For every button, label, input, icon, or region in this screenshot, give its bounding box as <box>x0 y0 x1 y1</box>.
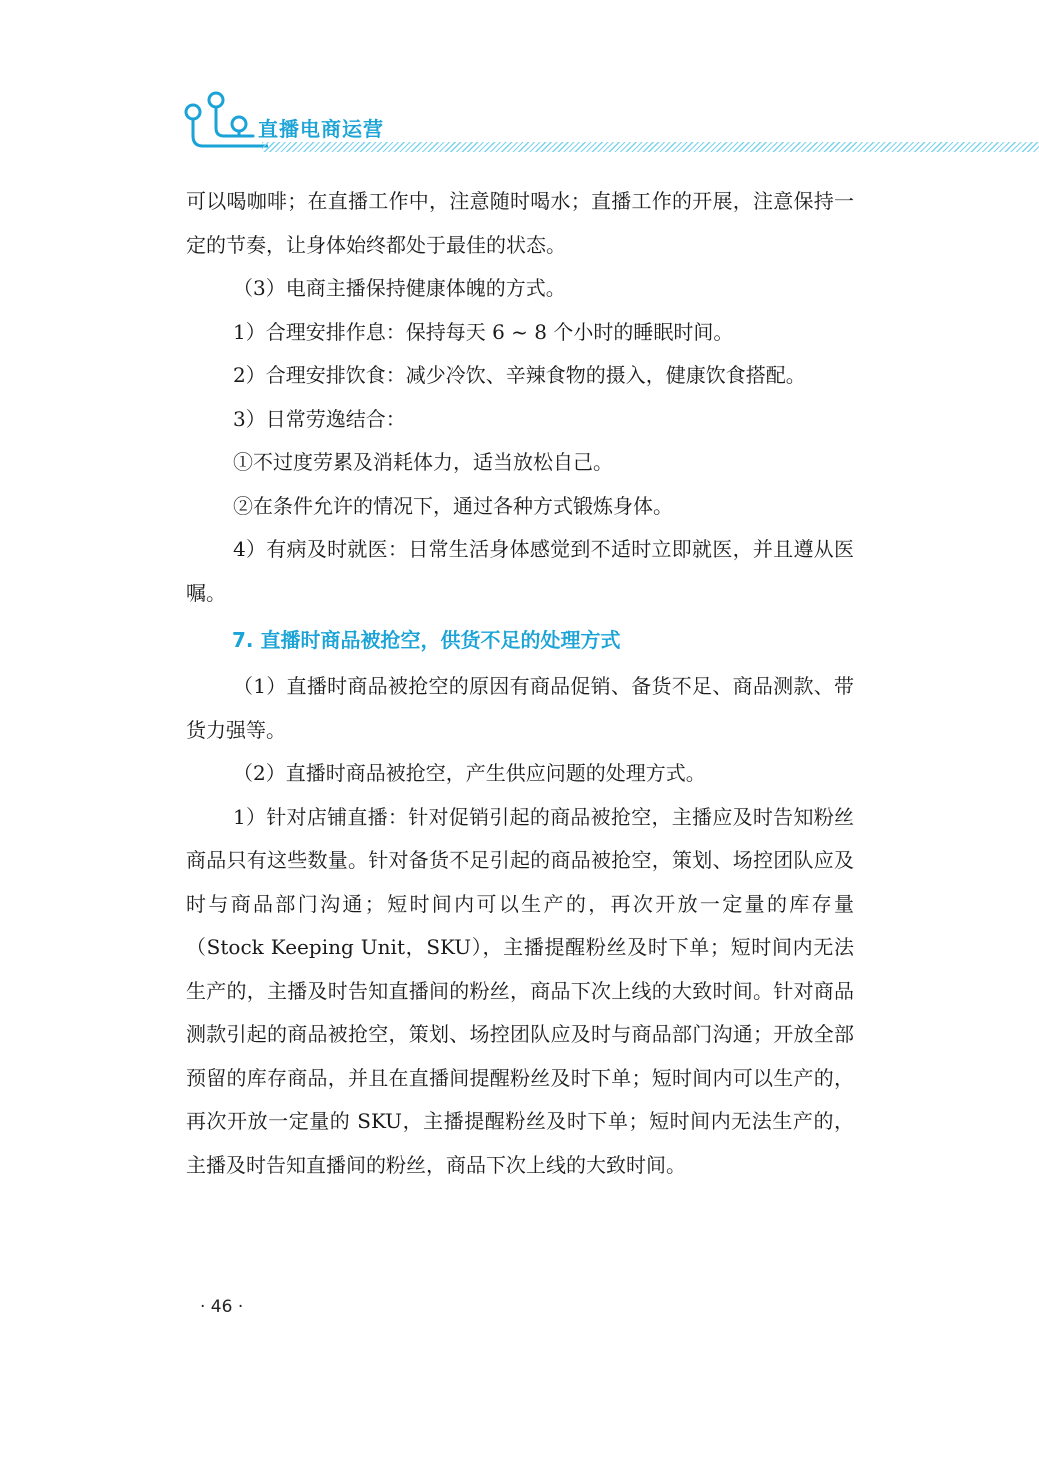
book-title: 直播电商运营 <box>258 117 384 141</box>
paragraph: （3）电商主播保持健康体魄的方式。 <box>233 276 566 300</box>
paragraph: （2）直播时商品被抢空，产生供应问题的处理方式。 <box>233 761 706 785</box>
page-number: · 46 · <box>200 1297 244 1317</box>
paragraph: 3）日常劳逸结合： <box>233 406 406 431</box>
paragraph: ①不过度劳累及消耗体力，适当放松自己。 <box>233 450 613 474</box>
section-heading: 7. 直播时商品被抢空，供货不足的处理方式 <box>232 628 621 652</box>
paragraph: 4）有病及时就医：日常生活身体感觉到不适时立即就医，并且遵从医嘱。 <box>186 537 854 605</box>
page-body <box>186 180 854 1187</box>
paragraph: 1）针对店铺直播：针对促销引起的商品被抢空，主播应及时告知粉丝商品只有这些数量。针对备货不足引起的商品被抢空，策划、场控团队应及时与商品部门沟通；短时间内可以生产的，再次开放一定量的库存量（Stock Keeping Unit，SKU），主播提醒粉丝及时下单；短时间内无法生产的，主播及时告知直播间的粉丝，商品下次上线的大致时间。针对商品测款引起的商品被抢空，策划、场控团队应及时与商品部门沟通；开放全部预留的库存商品，并且在直播间提醒粉丝及时下单；短时间内可以生产的，再次开放一定量的 SKU，主播提醒粉丝及时下单；短时间内无法生产的，主播及时告知直播间的粉丝，商品下次上线的大致时间。 <box>186 804 854 1177</box>
circuit-nodes-icon <box>183 86 268 156</box>
paragraph: 1）合理安排作息：保持每天 6 ~ 8 个小时的睡眠时间。 <box>233 319 734 344</box>
header-hatch-decoration <box>262 142 1039 152</box>
paragraph: （1）直播时商品被抢空的原因有商品促销、备货不足、商品测款、带货力强等。 <box>186 674 854 742</box>
paragraph: 可以喝咖啡；在直播工作中，注意随时喝水；直播工作的开展，注意保持一定的节奏，让身体始终都处于最佳的状态。 <box>186 189 854 257</box>
paragraph: ②在条件允许的情况下，通过各种方式锻炼身体。 <box>233 493 673 518</box>
paragraph: 2）合理安排饮食：减少冷饮、辛辣食物的摄入，健康饮食搭配。 <box>233 363 806 387</box>
page-header <box>0 0 1039 170</box>
